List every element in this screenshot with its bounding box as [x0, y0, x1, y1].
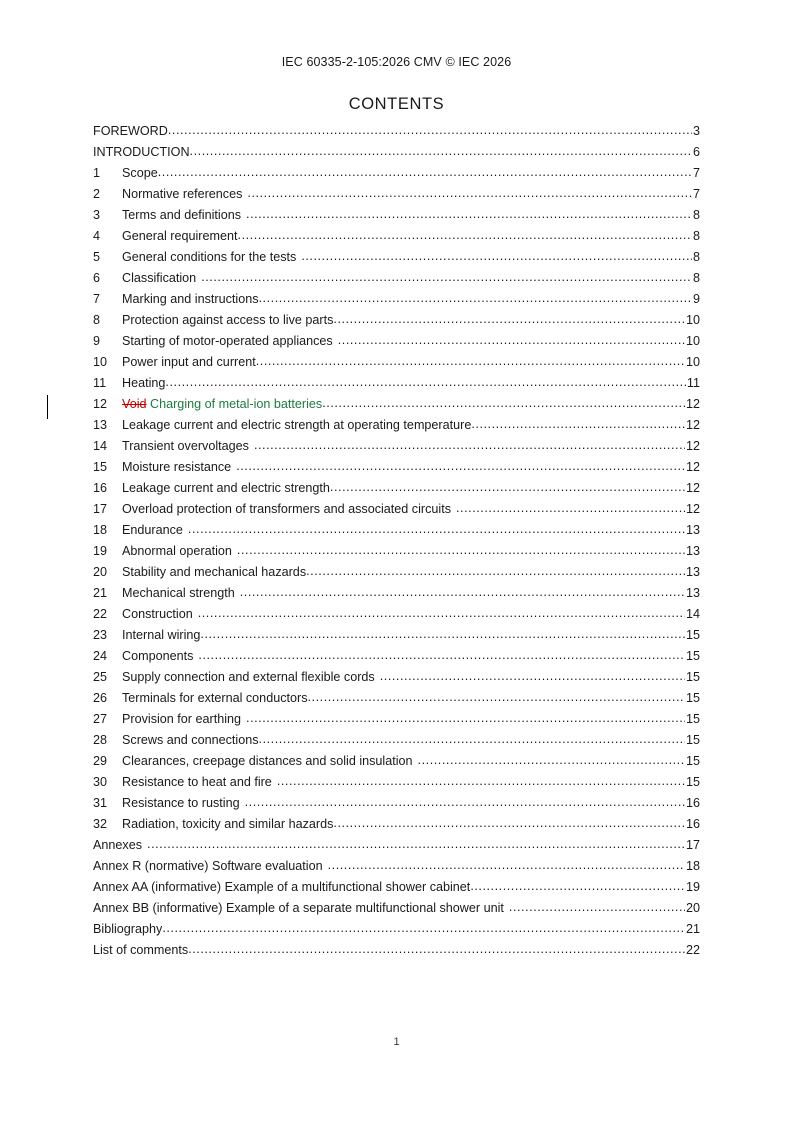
- toc-dot-leader: [322, 396, 685, 408]
- toc-entry[interactable]: [93, 690, 700, 711]
- table-of-contents: [93, 123, 700, 963]
- toc-entry-page-number: 6: [692, 145, 700, 159]
- toc-entry-number: 25: [93, 670, 108, 684]
- toc-dot-leader: [240, 585, 686, 597]
- toc-entry[interactable]: [93, 522, 700, 543]
- toc-dot-leader: [308, 690, 686, 702]
- toc-entry-page-number: 8: [692, 250, 700, 264]
- toc-entry-title: Power input and current: [122, 355, 256, 369]
- toc-entry[interactable]: [93, 270, 700, 291]
- toc-entry[interactable]: [93, 354, 700, 375]
- toc-entry-title: FOREWORD: [93, 124, 168, 138]
- toc-entry-title: General conditions for the tests: [122, 250, 297, 264]
- toc-dot-leader: [237, 543, 686, 555]
- toc-entry-title: Clearances, creepage distances and solid insulation: [122, 754, 413, 768]
- toc-entry-page-number: 13: [685, 565, 700, 579]
- toc-entry-page-number: 12: [685, 481, 700, 495]
- toc-entry-title: Marking and instructions: [122, 292, 259, 306]
- toc-entry-number: 15: [93, 460, 108, 474]
- footer-page-number: 1: [393, 1036, 400, 1048]
- toc-dot-leader: [147, 837, 685, 849]
- toc-entry-title: Leakage current and electric strength at operating temperature: [122, 418, 472, 432]
- toc-entry-page-number: 15: [685, 733, 700, 747]
- toc-dot-leader: [188, 942, 685, 954]
- toc-entry-page-number: 15: [685, 649, 700, 663]
- toc-entry[interactable]: [93, 753, 700, 774]
- toc-entry-number: 20: [93, 565, 108, 579]
- toc-dot-leader: [188, 522, 686, 534]
- toc-entry-number: 12: [93, 397, 108, 411]
- toc-entry-number: 9: [93, 334, 101, 348]
- toc-dot-leader: [201, 270, 692, 282]
- toc-entry-page-number: 20: [685, 901, 700, 915]
- toc-entry-page-number: 12: [685, 397, 700, 411]
- toc-entry-page-number: 14: [685, 607, 700, 621]
- toc-entry-page-number: 8: [692, 229, 700, 243]
- toc-dot-leader: [328, 858, 686, 870]
- toc-entry-number: 21: [93, 586, 108, 600]
- toc-entry-page-number: 12: [685, 418, 700, 432]
- toc-entry-number: 11: [93, 376, 107, 390]
- toc-entry-title: Annex R (normative) Software evaluation: [93, 859, 323, 873]
- toc-entry-number: 4: [93, 229, 101, 243]
- revision-change-bar: [47, 395, 48, 419]
- toc-entry-title: General requirement: [122, 229, 238, 243]
- toc-entry-title: Provision for earthing: [122, 712, 242, 726]
- toc-entry[interactable]: [93, 123, 700, 144]
- toc-entry-page-number: 15: [685, 691, 700, 705]
- toc-entry-number: 2: [93, 187, 101, 201]
- toc-entry-page-number: 22: [685, 943, 700, 957]
- toc-entry-title: [122, 397, 322, 411]
- toc-entry[interactable]: [93, 228, 700, 249]
- toc-dot-leader: [236, 459, 685, 471]
- toc-entry-number: 29: [93, 754, 108, 768]
- toc-dot-leader: [245, 795, 686, 807]
- toc-dot-leader: [238, 228, 693, 240]
- toc-dot-leader: [418, 753, 686, 765]
- toc-entry[interactable]: [93, 459, 700, 480]
- toc-entry-number: 17: [93, 502, 108, 516]
- toc-dot-leader: [256, 354, 686, 366]
- toc-entry[interactable]: [93, 417, 700, 438]
- toc-entry-number: 26: [93, 691, 108, 705]
- toc-entry[interactable]: [93, 438, 700, 459]
- toc-entry-page-number: 7: [692, 166, 700, 180]
- toc-entry-title: Resistance to heat and fire: [122, 775, 272, 789]
- toc-entry-number: 28: [93, 733, 108, 747]
- toc-entry-number: 27: [93, 712, 108, 726]
- toc-dot-leader: [380, 669, 686, 681]
- toc-dot-leader: [162, 921, 685, 933]
- toc-entry[interactable]: [93, 795, 700, 816]
- toc-entry-title: Internal wiring: [122, 628, 201, 642]
- toc-entry-title: Bibliography: [93, 922, 163, 936]
- toc-entry-number: 19: [93, 544, 108, 558]
- toc-entry-title: Scope: [122, 166, 158, 180]
- toc-entry-number: 6: [93, 271, 101, 285]
- toc-entry-title: Annex BB (informative) Example of a separate multifunctional shower unit: [93, 901, 504, 915]
- toc-dot-leader: [168, 123, 693, 135]
- toc-entry[interactable]: [93, 144, 700, 165]
- toc-entry-title: Stability and mechanical hazards: [122, 565, 307, 579]
- toc-entry-number: 7: [93, 292, 101, 306]
- toc-entry-page-number: 13: [685, 544, 700, 558]
- toc-entry-page-number: 8: [692, 271, 700, 285]
- toc-entry[interactable]: [93, 375, 700, 396]
- toc-entry-page-number: 10: [685, 355, 700, 369]
- toc-entry[interactable]: [93, 606, 700, 627]
- toc-entry-page-number: 15: [685, 754, 700, 768]
- toc-entry[interactable]: [93, 837, 700, 858]
- toc-dot-leader: [471, 417, 685, 429]
- toc-entry-page-number: 15: [685, 628, 700, 642]
- toc-entry[interactable]: [93, 879, 700, 900]
- toc-entry-number: 8: [93, 313, 101, 327]
- toc-entry[interactable]: [93, 921, 700, 942]
- toc-dot-leader: [190, 144, 693, 156]
- toc-entry[interactable]: [93, 585, 700, 606]
- toc-entry-title: Annex AA (informative) Example of a multifunctional shower cabinet: [93, 880, 471, 894]
- toc-entry-title: Annexes: [93, 838, 143, 852]
- toc-entry-page-number: 13: [685, 586, 700, 600]
- toc-entry-number: 16: [93, 481, 108, 495]
- toc-entry-title: Leakage current and electric strength: [122, 481, 330, 495]
- toc-dot-leader: [470, 879, 685, 891]
- toc-entry-title: Terminals for external conductors: [122, 691, 308, 705]
- toc-entry-page-number: 21: [685, 922, 700, 936]
- toc-entry[interactable]: [93, 396, 700, 417]
- page-title: CONTENTS: [348, 95, 445, 113]
- toc-dot-leader: [254, 438, 686, 450]
- toc-entry-page-number: 16: [685, 796, 700, 810]
- toc-dot-leader: [158, 165, 693, 177]
- deleted-text: Void: [122, 397, 147, 411]
- toc-entry[interactable]: [93, 858, 700, 879]
- toc-entry[interactable]: [93, 501, 700, 522]
- toc-entry-number: 14: [93, 439, 108, 453]
- toc-entry[interactable]: [93, 249, 700, 270]
- toc-entry[interactable]: [93, 711, 700, 732]
- toc-entry-title: Components: [122, 649, 194, 663]
- toc-entry-title: Screws and connections: [122, 733, 259, 747]
- toc-entry-page-number: 12: [685, 460, 700, 474]
- toc-entry-page-number: 16: [685, 817, 700, 831]
- toc-entry-number: 31: [93, 796, 108, 810]
- toc-entry-title: Abnormal operation: [122, 544, 232, 558]
- toc-entry-title: Starting of motor-operated appliances: [122, 334, 333, 348]
- toc-entry-number: 10: [93, 355, 108, 369]
- toc-dot-leader: [333, 816, 685, 828]
- toc-entry-page-number: 8: [692, 208, 700, 222]
- toc-dot-leader: [509, 900, 686, 912]
- toc-dot-leader: [301, 249, 692, 261]
- toc-entry[interactable]: [93, 774, 700, 795]
- toc-entry[interactable]: [93, 165, 700, 186]
- toc-dot-leader: [338, 333, 686, 345]
- toc-entry[interactable]: [93, 564, 700, 585]
- toc-entry[interactable]: [93, 627, 700, 648]
- toc-entry-title: Construction: [122, 607, 193, 621]
- toc-entry-page-number: 13: [685, 523, 700, 537]
- toc-dot-leader: [246, 711, 685, 723]
- toc-entry-number: 3: [93, 208, 101, 222]
- toc-dot-leader: [330, 480, 686, 492]
- toc-entry-title: Endurance: [122, 523, 183, 537]
- toc-entry-number: 5: [93, 250, 101, 264]
- toc-entry[interactable]: [93, 732, 700, 753]
- toc-entry[interactable]: [93, 480, 700, 501]
- toc-entry-page-number: 9: [692, 292, 700, 306]
- toc-entry[interactable]: [93, 291, 700, 312]
- toc-entry[interactable]: [93, 312, 700, 333]
- toc-entry-number: 30: [93, 775, 108, 789]
- toc-entry-number: 1: [93, 166, 101, 180]
- toc-entry-number: 13: [93, 418, 108, 432]
- toc-dot-leader: [165, 375, 686, 387]
- toc-entry[interactable]: [93, 543, 700, 564]
- toc-entry-title: INTRODUCTION: [93, 145, 190, 159]
- toc-entry-number: 24: [93, 649, 108, 663]
- toc-entry-page-number: 15: [685, 775, 700, 789]
- toc-entry[interactable]: [93, 207, 700, 228]
- toc-entry-page-number: 15: [685, 670, 700, 684]
- toc-entry-page-number: 12: [685, 502, 700, 516]
- toc-entry-page-number: 10: [685, 334, 700, 348]
- toc-entry[interactable]: [93, 816, 700, 837]
- toc-entry-title: Moisture resistance: [122, 460, 232, 474]
- toc-entry-page-number: 15: [685, 712, 700, 726]
- toc-entry-title: Transient overvoltages: [122, 439, 249, 453]
- toc-entry-number: 18: [93, 523, 108, 537]
- toc-entry-page-number: 17: [685, 838, 700, 852]
- toc-entry-title: Resistance to rusting: [122, 796, 240, 810]
- running-header: IEC 60335-2-105:2026 CMV © IEC 2026: [281, 55, 512, 69]
- toc-entry[interactable]: [93, 669, 700, 690]
- toc-entry-title: Heating: [122, 376, 166, 390]
- toc-dot-leader: [259, 291, 693, 303]
- inserted-text: Charging of metal-ion batteries: [150, 397, 323, 411]
- toc-entry-page-number: 10: [685, 313, 700, 327]
- toc-entry-title: Protection against access to live parts: [122, 313, 334, 327]
- toc-entry-page-number: 19: [685, 880, 700, 894]
- toc-entry-title: Overload protection of transformers and associated circuits: [122, 502, 451, 516]
- toc-entry-title: Classification: [122, 271, 197, 285]
- toc-entry[interactable]: [93, 648, 700, 669]
- toc-entry-title: Normative references: [122, 187, 243, 201]
- toc-entry-page-number: 3: [692, 124, 700, 138]
- toc-dot-leader: [306, 564, 685, 576]
- toc-entry[interactable]: [93, 333, 700, 354]
- toc-dot-leader: [259, 732, 686, 744]
- toc-entry-title: List of comments: [93, 943, 189, 957]
- toc-dot-leader: [456, 501, 685, 513]
- toc-entry-title: Supply connection and external flexible cords: [122, 670, 375, 684]
- toc-dot-leader: [333, 312, 685, 324]
- toc-entry-page-number: 18: [685, 859, 700, 873]
- toc-entry-number: 22: [93, 607, 108, 621]
- toc-dot-leader: [198, 606, 686, 618]
- toc-entry[interactable]: [93, 900, 700, 921]
- toc-entry-page-number: 11: [686, 376, 700, 390]
- toc-entry-title: Mechanical strength: [122, 586, 235, 600]
- toc-dot-leader: [200, 627, 685, 639]
- toc-entry[interactable]: [93, 942, 700, 963]
- toc-entry-page-number: 7: [692, 187, 700, 201]
- toc-entry-title: Radiation, toxicity and similar hazards: [122, 817, 334, 831]
- toc-entry[interactable]: [93, 186, 700, 207]
- toc-entry-page-number: 12: [685, 439, 700, 453]
- toc-entry-number: 32: [93, 817, 108, 831]
- toc-entry-number: 23: [93, 628, 108, 642]
- toc-dot-leader: [246, 207, 692, 219]
- toc-entry-title: Terms and definitions: [122, 208, 242, 222]
- toc-dot-leader: [277, 774, 686, 786]
- toc-dot-leader: [198, 648, 685, 660]
- toc-dot-leader: [247, 186, 692, 198]
